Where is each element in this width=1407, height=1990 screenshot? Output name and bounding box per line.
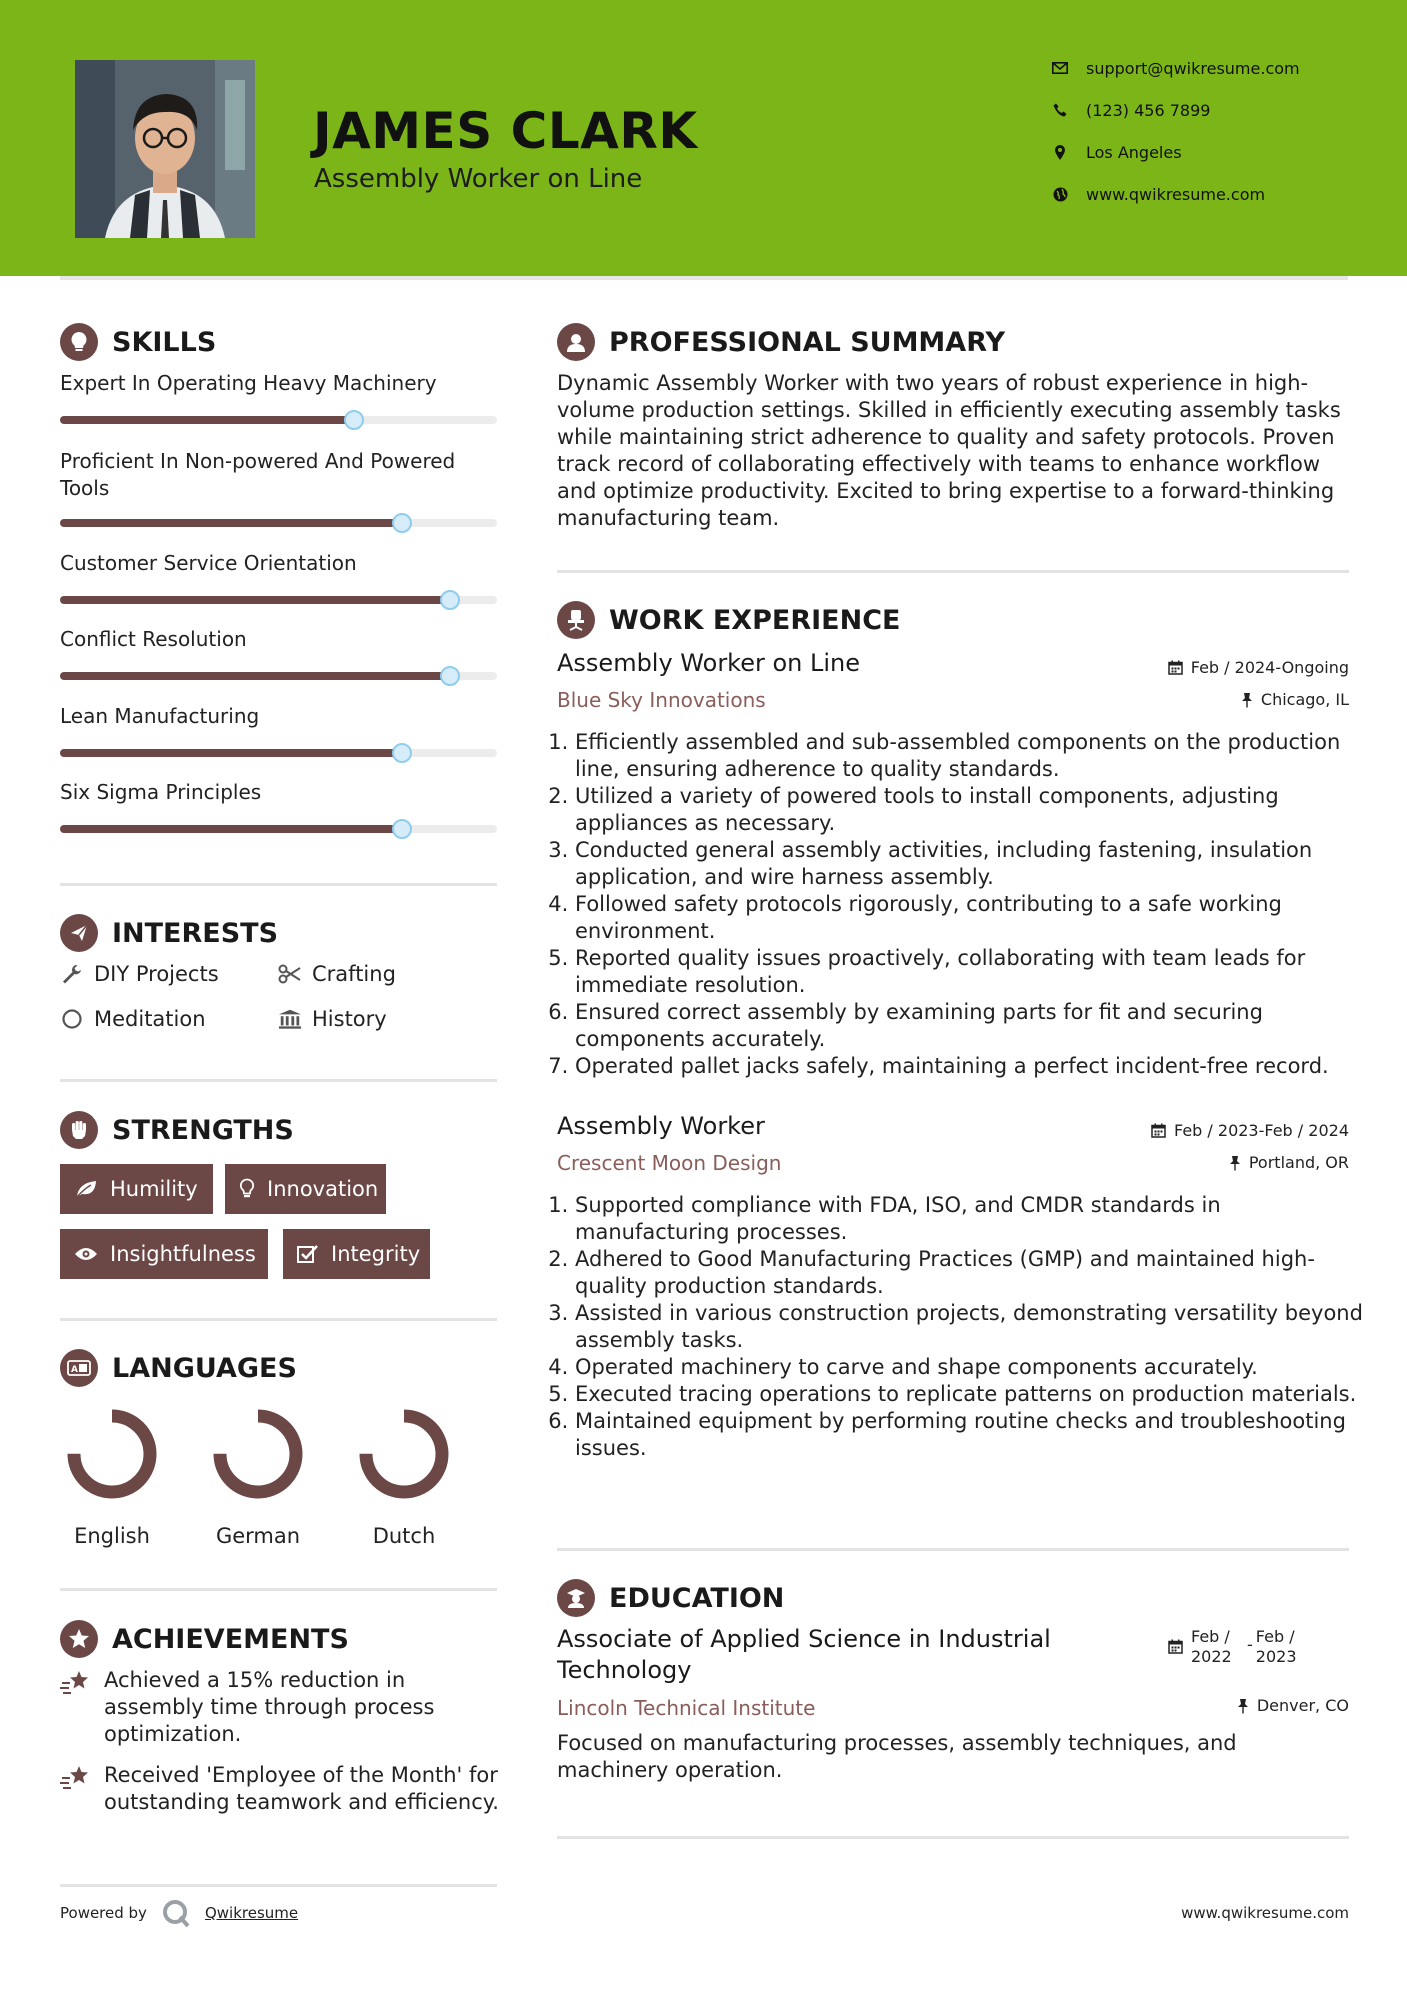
candidate-title: Assembly Worker on Line	[314, 164, 643, 194]
job-title: Assembly Worker	[557, 1112, 765, 1140]
contact-phone[interactable]	[1050, 100, 1210, 120]
strength-tag: Innovation	[225, 1164, 386, 1214]
contact-website-text: www.qwikresume.com	[1086, 184, 1266, 204]
contact-location-text: Los Angeles	[1086, 142, 1182, 162]
list-item: 2. Adhered to Good Manufacturing Practices (GMP) and maintained high-quality production standards.	[575, 1246, 1375, 1300]
skill-bar-fill	[60, 672, 449, 680]
skill-label: Lean Manufacturing	[60, 704, 260, 728]
skill-bar	[60, 416, 497, 424]
list-item: 2. Utilized a variety of powered tools to install components, adjusting appliances as necessary.	[575, 783, 1375, 837]
skill-bar-fill	[60, 749, 401, 757]
skill-bar	[60, 672, 497, 680]
fist-icon	[60, 1111, 98, 1149]
pushpin-icon	[1237, 1698, 1249, 1714]
list-item: 4. Operated machinery to carve and shape components accurately.	[575, 1354, 1375, 1381]
skill-bar	[60, 596, 497, 604]
calendar-icon	[1168, 1639, 1183, 1659]
language-item	[62, 1404, 162, 1548]
calendar-icon	[1151, 1123, 1166, 1138]
job-title: Assembly Worker on Line	[557, 649, 861, 677]
language-name: German	[215, 1524, 301, 1548]
office-chair-icon	[557, 601, 595, 639]
language-name: Dutch	[372, 1524, 436, 1548]
header-divider	[60, 276, 1348, 280]
shooting-star-icon	[60, 1669, 92, 1748]
degree-title: Associate of Applied Science in Industrial Technology	[557, 1625, 1051, 1684]
language-item	[208, 1404, 308, 1548]
interest-item: DIY Projects	[60, 962, 219, 986]
contact-phone-text: (123) 456 7899	[1086, 100, 1211, 120]
achievement-item: Achieved a 15% reduction in assembly time through process optimization.	[60, 1667, 500, 1748]
calendar-icon	[1168, 660, 1183, 675]
qwikresume-logo-icon	[161, 1898, 191, 1928]
wrench-icon	[60, 962, 84, 986]
skill-bar-fill	[60, 519, 401, 527]
skill-label: Conflict Resolution	[60, 627, 247, 651]
contact-email-text: support@qwikresume.com	[1086, 58, 1300, 78]
section-divider	[60, 1884, 497, 1887]
contact-email[interactable]	[1050, 58, 1300, 78]
footer-powered-by: Powered by Qwikresume	[60, 1898, 298, 1928]
interest-item: Meditation	[60, 1007, 206, 1031]
lightbulb-icon	[60, 323, 98, 361]
job-company: Crescent Moon Design	[557, 1151, 782, 1175]
section-divider	[557, 570, 1349, 573]
strengths-heading: STRENGTHS	[60, 1111, 294, 1149]
lightbulb-icon	[239, 1177, 255, 1201]
education-date: Feb / 2022 - Feb / 2023	[1168, 1627, 1297, 1667]
school-name: Lincoln Technical Institute	[557, 1696, 816, 1720]
language-ring	[354, 1404, 454, 1504]
job-date: Feb / 2023-Feb / 2024	[1151, 1121, 1349, 1140]
language-ring	[62, 1404, 162, 1504]
circle-icon	[60, 1007, 84, 1031]
summary-heading: PROFESSIONAL SUMMARY	[557, 323, 1005, 361]
skill-bar-fill	[60, 416, 353, 424]
job-location: Portland, OR	[1229, 1153, 1349, 1172]
skill-label: Expert In Operating Heavy Machinery	[60, 371, 437, 395]
phone-icon	[1050, 100, 1070, 120]
skill-bar-knob	[392, 513, 412, 533]
paper-plane-icon	[60, 914, 98, 952]
skill-bar-knob	[440, 666, 460, 686]
user-icon	[557, 323, 595, 361]
graduate-icon	[557, 1579, 595, 1617]
list-item: 1. Supported compliance with FDA, ISO, and CMDR standards in manufacturing processes.	[575, 1192, 1375, 1246]
skill-bar	[60, 825, 497, 833]
list-item: 4. Followed safety protocols rigorously, contributing to a safe working environment.	[575, 891, 1375, 945]
map-pin-icon	[1050, 142, 1070, 162]
section-divider	[557, 1548, 1349, 1551]
list-item: 3. Assisted in various construction projects, demonstrating versatility beyond assembly tasks.	[575, 1300, 1375, 1354]
job-duties-list	[557, 729, 1375, 1080]
section-divider	[60, 1318, 497, 1321]
section-divider	[60, 1588, 497, 1591]
translate-icon	[60, 1349, 98, 1387]
language-item	[354, 1404, 454, 1548]
star-icon	[60, 1620, 98, 1658]
museum-icon	[278, 1007, 302, 1031]
skill-bar-knob	[392, 819, 412, 839]
interests-heading: INTERESTS	[60, 914, 278, 952]
interest-item: History	[278, 1007, 387, 1031]
skill-bar-fill	[60, 825, 401, 833]
achievement-item: Received 'Employee of the Month' for outstanding teamwork and efficiency.	[60, 1762, 500, 1816]
scissors-icon	[278, 962, 302, 986]
languages-heading: A LANGUAGES	[60, 1349, 297, 1387]
pushpin-icon	[1229, 1155, 1241, 1171]
list-item: 1. Efficiently assembled and sub-assembled components on the production line, ensuring adherence to quality standards.	[575, 729, 1375, 783]
shooting-star-icon	[60, 1764, 92, 1816]
skill-label: Customer Service Orientation	[60, 551, 357, 575]
section-divider	[60, 883, 497, 886]
skill-bar-knob	[440, 590, 460, 610]
skills-heading: SKILLS	[60, 323, 216, 361]
strength-tag: Integrity	[283, 1229, 430, 1279]
experience-heading: WORK EXPERIENCE	[557, 601, 900, 639]
list-item: 6. Maintained equipment by performing routine checks and troubleshooting issues.	[575, 1408, 1375, 1462]
language-name: English	[74, 1524, 150, 1548]
summary-text: Dynamic Assembly Worker with two years of robust experience in high-volume production settings. Skilled in efficiently executing assembly tasks while maintaining strict adherence to quality and safety protocols. Proven track record of collaborating effectively with teams to enhance workflow and optimize productivity. Excited to bring expertise to a forward-thinking manufacturing team.	[557, 371, 1341, 530]
skill-bar	[60, 519, 497, 527]
eye-icon	[74, 1242, 98, 1266]
globe-icon	[1050, 184, 1070, 204]
strength-tag: Humility	[60, 1164, 213, 1214]
list-item: 7. Operated pallet jacks safely, maintaining a perfect incident-free record.	[575, 1053, 1375, 1080]
section-divider	[557, 1836, 1349, 1839]
skill-label: Proficient In Non-powered And Powered Tools	[60, 449, 456, 500]
achievements-heading: ACHIEVEMENTS	[60, 1620, 349, 1658]
contact-location	[1050, 142, 1182, 162]
skill-bar-fill	[60, 596, 449, 604]
interest-item: Crafting	[278, 962, 396, 986]
qwikresume-link[interactable]: Qwikresume	[204, 1904, 299, 1922]
job-company: Blue Sky Innovations	[557, 688, 766, 712]
job-date: Feb / 2024-Ongoing	[1168, 658, 1349, 677]
language-ring	[208, 1404, 308, 1504]
candidate-name: JAMES CLARK	[313, 102, 698, 160]
skill-label: Six Sigma Principles	[60, 780, 262, 804]
job-location: Chicago, IL	[1241, 690, 1349, 709]
skill-bar	[60, 749, 497, 757]
section-divider	[60, 1079, 497, 1082]
strength-tag: Insightfulness	[60, 1229, 268, 1279]
skill-bar-knob	[344, 410, 364, 430]
profile-photo	[75, 60, 255, 238]
pushpin-icon	[1241, 692, 1253, 708]
skill-bar-knob	[392, 743, 412, 763]
footer-website[interactable]: www.qwikresume.com	[1181, 1904, 1349, 1922]
leaf-icon	[74, 1177, 98, 1201]
list-item: 5. Reported quality issues proactively, collaborating with team leads for immediate resolution.	[575, 945, 1375, 999]
list-item: 3. Conducted general assembly activities, including fastening, insulation application, and wire harness assembly.	[575, 837, 1375, 891]
education-location: Denver, CO	[1237, 1696, 1349, 1715]
svg-text:A: A	[71, 1365, 78, 1375]
education-description: Focused on manufacturing processes, assembly techniques, and machinery operation.	[557, 1731, 1237, 1782]
list-item: 5. Executed tracing operations to replicate patterns on production materials.	[575, 1381, 1375, 1408]
contact-website[interactable]	[1050, 184, 1265, 204]
checkbox-icon	[297, 1242, 319, 1266]
envelope-icon	[1050, 58, 1070, 78]
job-duties-list	[557, 1192, 1375, 1462]
education-heading: EDUCATION	[557, 1579, 784, 1617]
list-item: 6. Ensured correct assembly by examining parts for fit and securing components accurately.	[575, 999, 1375, 1053]
